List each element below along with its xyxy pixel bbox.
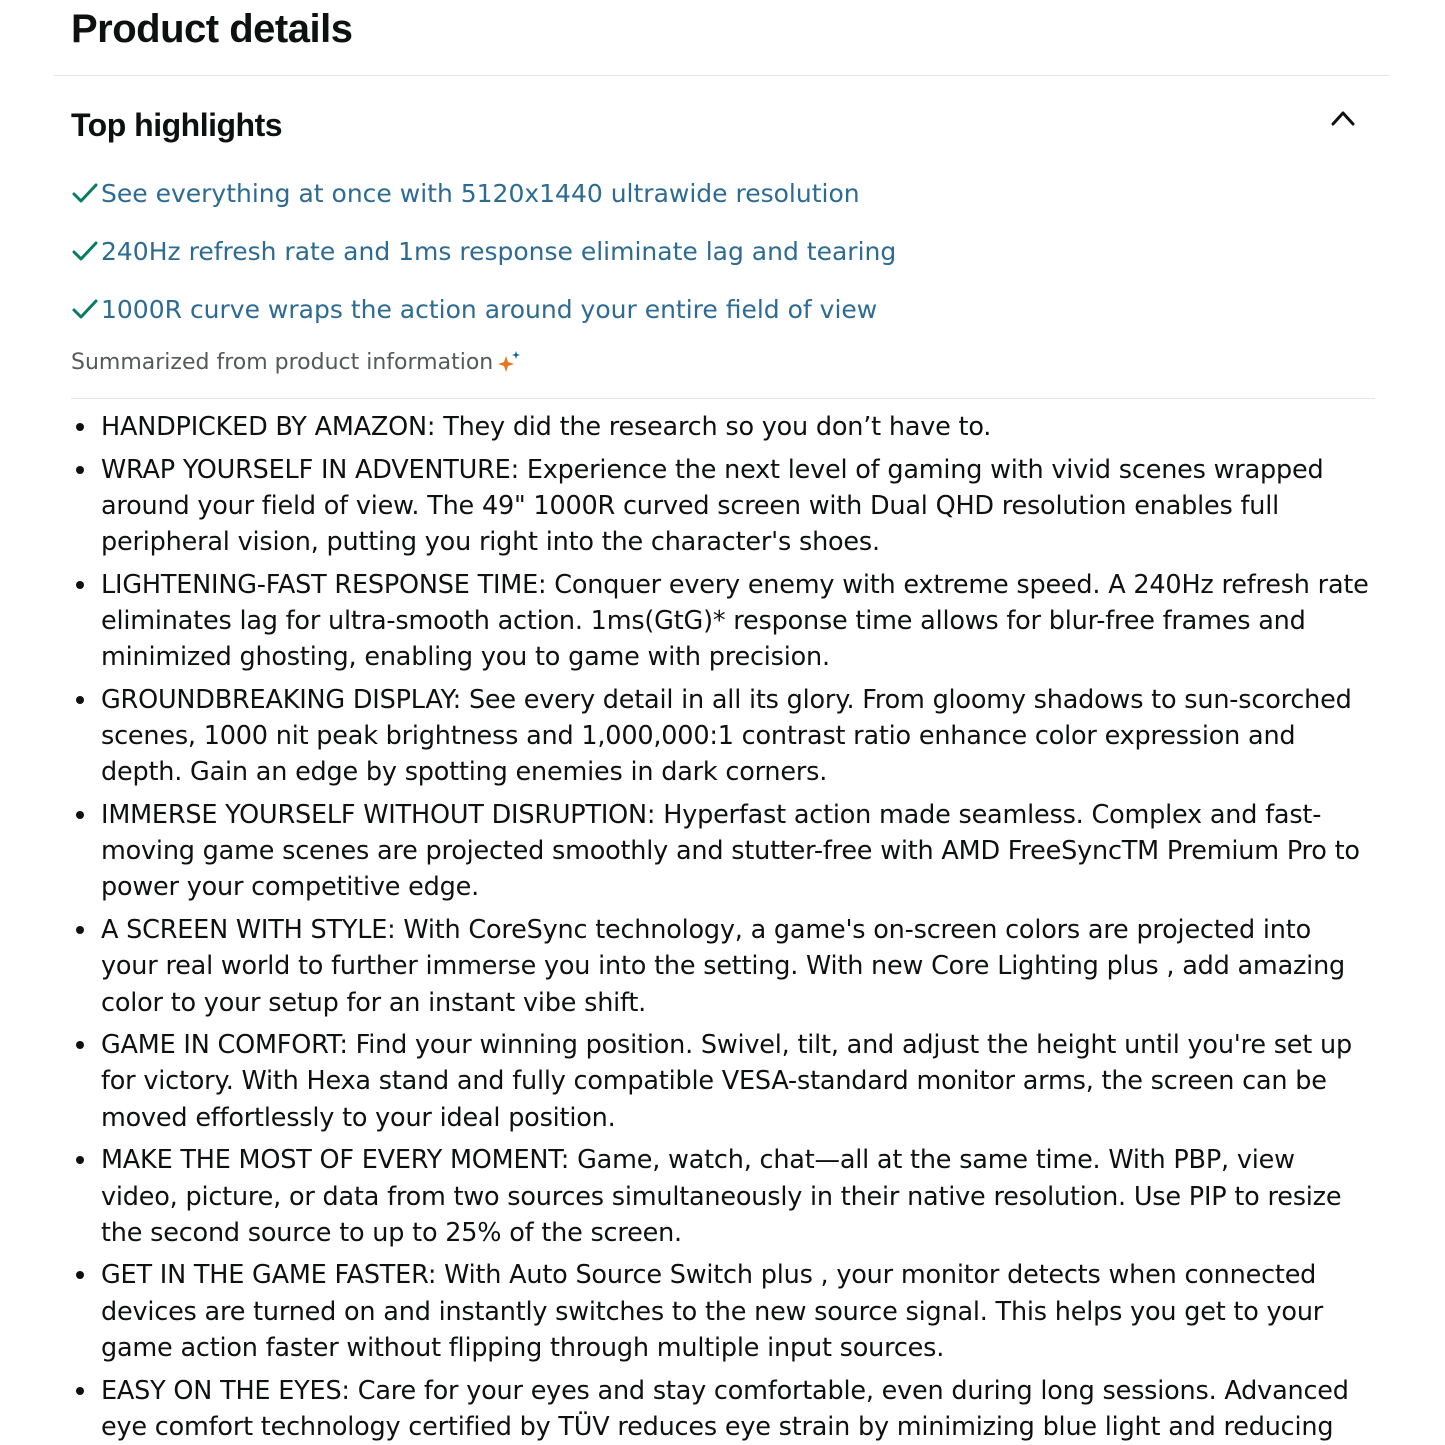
bullet-dot (76, 581, 84, 589)
bullet-item (71, 1142, 1375, 1251)
bullet-item (71, 1257, 1375, 1366)
check-icon (71, 295, 99, 323)
bullet-dot (76, 926, 84, 934)
bullet-item (71, 567, 1375, 676)
bullet-dot (76, 1271, 84, 1279)
collapse-button[interactable] (1325, 100, 1361, 136)
divider (71, 398, 1375, 399)
bullet-text: GROUNDBREAKING DISPLAY: See every detail in all its glory. From gloomy shadows to sun-scorched scenes, 1000 nit peak brightness and 1,000,000:1 contrast ratio enhance color expression and depth. Gain an edge by spotting enemies in dark corners. (101, 684, 1352, 788)
highlight-text: 1000R curve wraps the action around your entire field of view (101, 294, 878, 324)
bullet-text: LIGHTENING-FAST RESPONSE TIME: Conquer every enemy with extreme speed. A 240Hz refresh rate eliminates lag for ultra-smooth action. 1ms(GtG)* response time allows for blur-free frames and minimized ghosting, enabling you to game with precision. (101, 569, 1369, 673)
bullet-text: IMMERSE YOURSELF WITHOUT DISRUPTION: Hyperfast action made seamless. Complex and fast-moving game scenes are projected smoothly and stutter-free with AMD FreeSyncTM Premium Pro to power your competitive edge. (101, 800, 1360, 903)
bullet-text: A SCREEN WITH STYLE: With CoreSync technology, a game's on-screen colors are projected into your real world to further immerse you into the setting. With new Core Lighting plus , add amazing color to your setup for an instant vibe shift. (101, 915, 1346, 1018)
bullet-text: EASY ON THE EYES: Care for your eyes and stay comfortable, even during long sessions. Advanced eye comfort technology certified by TÜV reduces eye strain by minimizing blue light and reducing (101, 1375, 1349, 1442)
highlights-list (71, 164, 1375, 338)
about-bullets-list (71, 409, 1375, 1445)
highlight-item[interactable] (71, 280, 1375, 338)
chevron-up-icon (1325, 100, 1361, 136)
check-icon (71, 237, 99, 265)
sparkle-icon (497, 349, 523, 375)
summary-note (71, 342, 1375, 382)
highlight-item[interactable] (71, 164, 1375, 222)
top-highlights-section (71, 100, 1375, 1445)
bullet-dot (76, 811, 84, 819)
bullet-item (71, 452, 1375, 561)
bullet-text: MAKE THE MOST OF EVERY MOMENT: Game, watch, chat—all at the same time. With PBP, view video, picture, or data from two sources simultaneously in their native resolution. Use PIP to resize the second source to up to 25% of the screen. (101, 1145, 1342, 1248)
bullet-dot (76, 1041, 84, 1049)
bullet-item (71, 682, 1375, 791)
bullet-item (71, 797, 1375, 906)
bullet-text: HANDPICKED BY AMAZON: They did the research so you don’t have to. (101, 412, 992, 442)
highlight-item[interactable] (71, 222, 1375, 280)
bullet-dot (76, 423, 84, 431)
page-title: Product details (71, 7, 353, 51)
section-title: Top highlights (71, 107, 283, 143)
bullet-item (71, 409, 1375, 445)
highlight-text: See everything at once with 5120x1440 ultrawide resolution (101, 178, 860, 208)
highlight-text: 240Hz refresh rate and 1ms response eliminate lag and tearing (101, 236, 897, 266)
check-icon (71, 179, 99, 207)
bullet-item (71, 912, 1375, 1021)
divider (54, 75, 1390, 76)
bullet-item (71, 1373, 1375, 1445)
bullet-dot (76, 696, 84, 704)
top-highlights-header[interactable] (71, 100, 1375, 150)
bullet-item (71, 1027, 1375, 1136)
bullet-dot (76, 1387, 84, 1395)
bullet-text: GAME IN COMFORT: Find your winning position. Swivel, tilt, and adjust the height until you're set up for victory. With Hexa stand and fully compatible VESA-standard monitor arms, the screen can be moved effortlessly to your ideal position. (101, 1030, 1352, 1133)
summary-text: Summarized from product information (71, 349, 494, 375)
bullet-text: GET IN THE GAME FASTER: With Auto Source Switch plus , your monitor detects when connected devices are turned on and instantly switches to the new source signal. This helps you get to your game action faster without flipping through multiple input sources. (101, 1260, 1324, 1363)
bullet-text: WRAP YOURSELF IN ADVENTURE: Experience the next level of gaming with vivid scenes wrapped around your field of view. The 49" 1000R curved screen with Dual QHD resolution enables full peripheral vision, putting you right into the character's shoes. (101, 454, 1324, 558)
bullet-dot (76, 1156, 84, 1164)
bullet-dot (76, 466, 84, 474)
